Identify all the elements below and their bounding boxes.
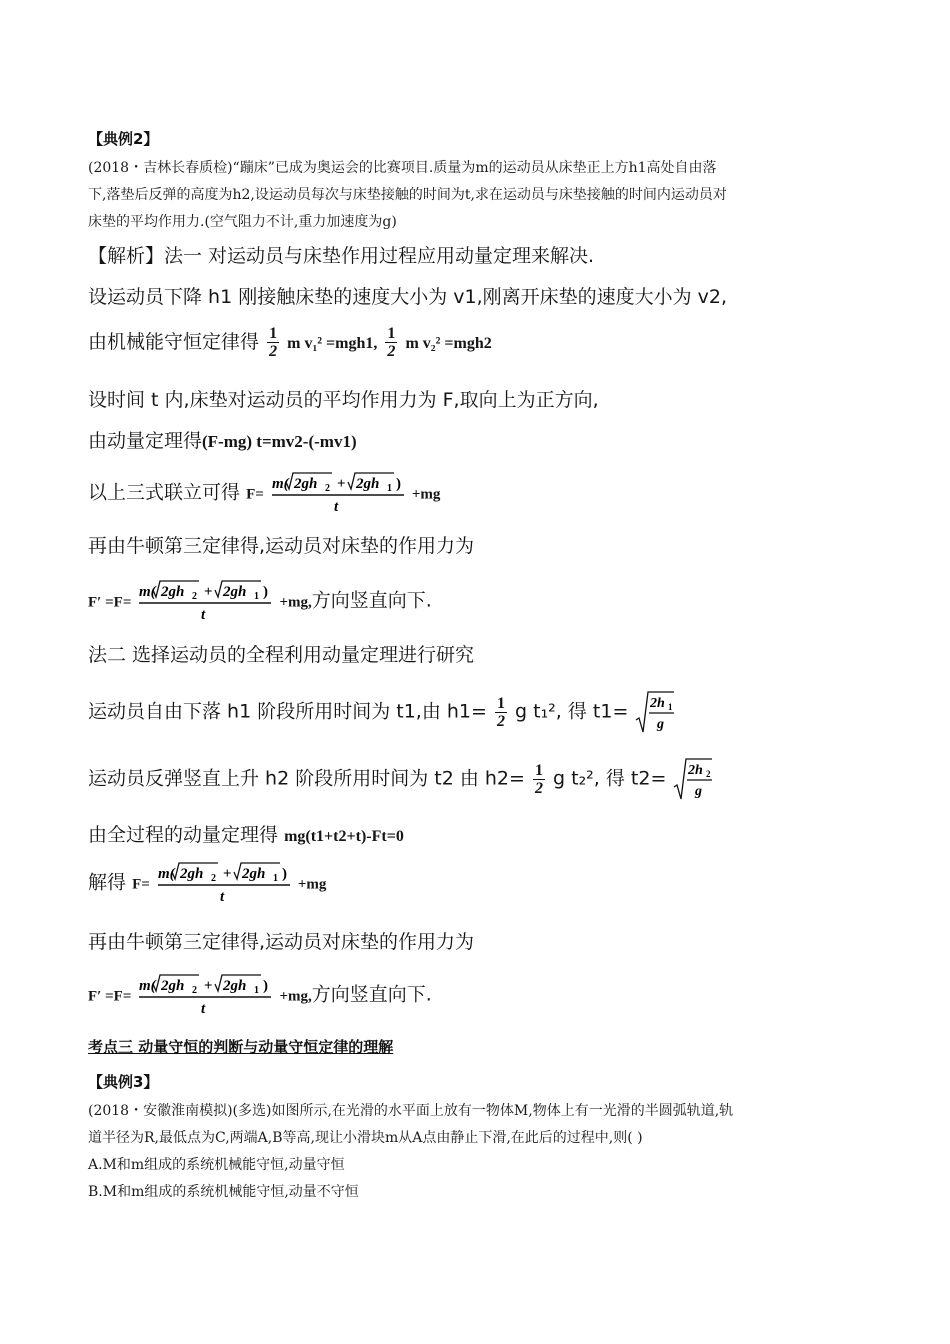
half-num: 1 [269,325,278,342]
sq2-g: g [695,784,703,799]
solution-line8 [88,578,432,624]
line5-text: 由动量定理得 [88,430,203,452]
kaodian-heading: 考点三 动量守恒的判断与动量守恒定律的理解 [88,1038,394,1056]
solution-line4: 设时间 t 内,床垫对运动员的平均作用力为 F,取向上为正方向, [88,389,599,411]
ff1-close: ) [395,476,401,492]
line3-text: 由机械能守恒定律得 [88,331,260,353]
sq1-2h: 2h [650,696,666,711]
ff3-close: ) [281,866,287,882]
solution-line7: 再由牛顿第三定律得,运动员对床垫的作用力为 [88,535,475,557]
solution-line3 [88,325,492,360]
line10-half-num: 1 [534,761,543,779]
line10-half [533,762,545,797]
half-num-2: 1 [387,325,396,342]
line9-half-den: 2 [496,712,505,730]
example3-problem-line2: 道半径为R,最低点为C,两端A,B等高,现让小滑块m从A点由静止下滑,在此后的过程中,则( ) [88,1130,643,1146]
ff2-2gh2: 2gh [161,584,185,600]
solution-line10 [88,757,714,801]
line10-half-den: 2 [534,779,543,797]
example3-problem-line1: (2018・安徽淮南模拟)(多选)如图所示,在光滑的水平面上放有一物体M,物体上有一光滑的半圆弧轨道,轨 [88,1103,734,1119]
ff4-2gh1: 2gh [223,978,247,994]
ff1-2gh2: 2gh [293,476,318,492]
solution-line9 [88,690,676,734]
ff2-plus: + [204,584,213,600]
ff2-sub1: 1 [254,591,260,602]
solution-line14 [88,972,432,1018]
half-den-2: 2 [387,343,396,360]
ff2-sub2: 2 [192,591,198,602]
ff4-2gh2: 2gh [161,978,185,994]
force-fraction-3 [156,860,292,906]
ff2-close: ) [263,584,269,600]
solution-line11 [88,822,404,850]
line6-text: 以上三式联立可得 [88,481,241,504]
ff1-m: m( [271,476,289,492]
ff3-sub1: 1 [272,873,278,884]
solution-line6 [88,470,440,516]
example2-problem-line1: (2018・吉林长春质检)“蹦床”已成为奥运会的比赛项目.质量为m的运动员从床垫正上方h1高处自由落 [88,160,717,176]
force-fraction-2 [137,578,273,624]
ff3-2gh2: 2gh [179,866,204,882]
ff3-2gh1: 2gh [241,866,266,882]
ff3-t: t [219,889,224,905]
ff4-m: m( [139,978,157,994]
line12-text: 解得 [88,871,127,894]
line9-half [495,695,507,730]
ff2-2gh1: 2gh [223,584,247,600]
example3-title: 【典例3】 [88,1073,159,1091]
line10-mid: g t₂², 得 t2= [553,767,667,790]
line10-text: 运动员反弹竖直上升 h2 阶段所用时间为 t2 由 h2= [88,767,525,790]
half-fraction-2 [385,325,397,360]
ff4-sub1: 1 [254,985,260,996]
method2-line: 法二 选择运动员的全程利用动量定理进行研究 [88,644,475,666]
sq1-sub1: 1 [668,702,673,712]
solution-line13: 再由牛顿第三定律得,运动员对床垫的作用力为 [88,931,475,953]
line14-Fprime: F′ =F= [88,988,132,1005]
example3-option-a: A.M和m组成的系统机械能守恒,动量守恒 [88,1157,345,1173]
line6-plusmg: +mg [411,486,441,503]
ff4-plus: + [204,978,213,994]
solution-line1: 【解析】法一 对运动员与床垫作用过程应用动量定理来解决. [88,245,595,267]
ff1-sub2: 2 [324,483,330,494]
half-fraction [267,325,279,360]
sq2-sub2: 2 [706,769,711,779]
solution-line2: 设运动员下降 h1 刚接触床垫的速度大小为 v1,刚离开床垫的速度大小为 v2, [88,286,728,308]
force-fraction-1 [270,470,406,516]
line3-eq1: m v₁² =mgh1, [287,335,378,352]
line11-eq: mg(t1+t2+t)-Ft=0 [284,828,404,845]
ff1-sub1: 1 [386,483,392,494]
line5-eq: (F-mg) t=mv2-(-mv1) [202,432,357,451]
line3-eq2: m v₂² =mgh2 [405,335,492,352]
force-fraction-4 [137,972,273,1018]
ff2-t: t [201,607,206,623]
line11-text: 由全过程的动量定理得 [88,824,279,846]
line9-half-num: 1 [496,694,505,712]
ff2-m: m( [139,584,157,600]
ff4-sub2: 2 [192,985,198,996]
ff3-m: m( [157,866,175,882]
ff3-sub2: 2 [210,873,216,884]
ff1-t: t [333,499,338,515]
line8-plusmg: +mg, [279,594,312,611]
line8-direction: 方向竖直向下. [311,589,432,612]
ff4-t: t [201,1001,206,1017]
ff1-plus: + [336,476,346,492]
line14-direction: 方向竖直向下. [311,983,432,1006]
solution-line12 [88,860,326,906]
ff3-plus: + [222,866,232,882]
line12-F: F= [132,876,150,893]
half-den: 2 [269,343,278,360]
example2-title: 【典例2】 [88,130,159,148]
sq1-g: g [657,717,665,732]
line6-F: F= [246,486,264,503]
line9-mid: g t₁², 得 t1= [515,700,629,723]
example2-problem-line2: 下,落垫后反弹的高度为h2,设运动员每次与床垫接触的时间为t,求在运动员与床垫接触的时间内运动员对 [88,187,727,203]
line12-plusmg: +mg [297,876,327,893]
line14-plusmg: +mg, [279,988,312,1005]
example3-option-b: B.M和m组成的系统机械能守恒,动量不守恒 [88,1184,359,1200]
ff4-close: ) [263,978,269,994]
example2-problem-line3: 床垫的平均作用力.(空气阻力不计,重力加速度为g) [88,214,397,230]
sqrt-2h2-over-g [672,757,714,801]
solution-line5 [88,428,357,455]
sq2-2h: 2h [688,763,704,778]
ff1-2gh1: 2gh [355,476,380,492]
line9-text: 运动员自由下落 h1 阶段所用时间为 t1,由 h1= [88,700,487,723]
line8-Fprime: F′ =F= [88,594,132,611]
sqrt-2h1-over-g [634,690,676,734]
